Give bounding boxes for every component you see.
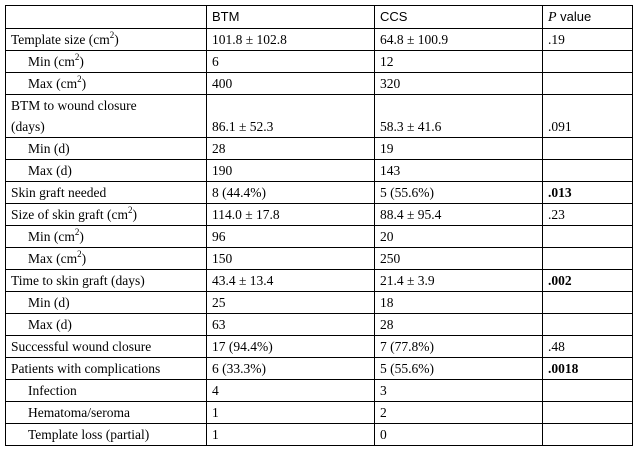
cell-ccs: 5 (55.6%): [375, 358, 543, 380]
cell-p-value: [543, 160, 633, 182]
row-label-end: ): [79, 229, 84, 244]
table-row: [6, 336, 633, 358]
row-label-end: ): [81, 76, 87, 91]
header-cell-p-value: [543, 6, 633, 29]
row-label-text: Template loss (partial): [28, 427, 150, 442]
table-row: [6, 270, 633, 292]
cell-p-value: [543, 292, 633, 314]
cell-p-value: [543, 314, 633, 336]
row-label-text: Max (d): [28, 317, 72, 332]
cell-p-value: [543, 138, 633, 160]
row-label: [6, 336, 207, 358]
table-row: [6, 314, 633, 336]
row-label-text: Skin graft needed: [11, 185, 107, 200]
cell-ccs: 0: [375, 424, 543, 446]
header-cell-label: [6, 6, 207, 29]
table-row: [6, 358, 633, 380]
cell-p-value: [543, 226, 633, 248]
cell-btm: 86.1 ± 52.3: [207, 95, 375, 138]
cell-ccs: 7 (77.8%): [375, 336, 543, 358]
row-label: [6, 380, 207, 402]
cell-ccs: 64.8 ± 100.9: [375, 29, 543, 51]
row-label-text: Min (cm: [28, 54, 75, 69]
row-label-text: Min (d): [28, 295, 70, 310]
cell-p-value: .48: [543, 336, 633, 358]
table-row: [6, 95, 633, 138]
row-label-text: Min (cm: [28, 229, 75, 244]
cell-btm: 114.0 ± 17.8: [207, 204, 375, 226]
cell-ccs: 21.4 ± 3.9: [375, 270, 543, 292]
row-label-text: Successful wound closure: [11, 339, 152, 354]
superscript: 2: [127, 204, 133, 215]
cell-btm: 1: [207, 424, 375, 446]
row-label: [6, 29, 207, 51]
superscript: 2: [109, 29, 115, 40]
cell-btm: 150: [207, 248, 375, 270]
cell-p-value: [543, 402, 633, 424]
row-label: [6, 270, 207, 292]
row-label: [6, 358, 207, 380]
cell-btm: 4: [207, 380, 375, 402]
row-label: [6, 424, 207, 446]
row-label-text: Time to skin graft (days): [11, 273, 145, 288]
results-table: [5, 5, 633, 446]
cell-btm: 25: [207, 292, 375, 314]
row-label: [6, 160, 207, 182]
row-label-text: Min (d): [28, 141, 70, 156]
table-row: [6, 160, 633, 182]
cell-ccs: 58.3 ± 41.6: [375, 95, 543, 138]
cell-ccs: 12: [375, 51, 543, 73]
cell-btm: 400: [207, 73, 375, 95]
cell-btm: 6: [207, 51, 375, 73]
header-cell-btm: BTM: [207, 6, 375, 29]
row-label-text: Max (cm: [28, 251, 78, 266]
row-label-text: Infection: [28, 383, 77, 398]
row-label: [6, 51, 207, 73]
cell-p-value: .0018: [543, 358, 633, 380]
table-row: [6, 424, 633, 446]
p-italic: P: [548, 10, 557, 25]
table-row: [6, 226, 633, 248]
row-label-text: Template size (cm: [11, 32, 110, 47]
table-row: [6, 380, 633, 402]
table-row: [6, 182, 633, 204]
cell-p-value: .19: [543, 29, 633, 51]
table-row: [6, 402, 633, 424]
row-label: [6, 182, 207, 204]
superscript: 2: [77, 248, 82, 259]
row-label: [6, 73, 207, 95]
p-value-suffix: value: [556, 9, 592, 24]
cell-ccs: 19: [375, 138, 543, 160]
cell-ccs: 18: [375, 292, 543, 314]
row-label-text: Patients with complications: [11, 361, 161, 376]
row-label-end: ): [81, 251, 87, 266]
cell-btm: 17 (94.4%): [207, 336, 375, 358]
header-cell-ccs: CCS: [375, 6, 543, 29]
row-label-text: Hematoma/seroma: [28, 405, 130, 420]
table-row: [6, 51, 633, 73]
row-label: [6, 226, 207, 248]
table-row: [6, 138, 633, 160]
row-label-end: ): [114, 32, 119, 47]
table-row: [6, 29, 633, 51]
cell-ccs: 143: [375, 160, 543, 182]
table-row: [6, 292, 633, 314]
cell-p-value: .002: [543, 270, 633, 292]
cell-ccs: 5 (55.6%): [375, 182, 543, 204]
cell-btm: 43.4 ± 13.4: [207, 270, 375, 292]
row-label-text: Size of skin graft (cm: [11, 207, 128, 222]
cell-ccs: 88.4 ± 95.4: [375, 204, 543, 226]
cell-ccs: 2: [375, 402, 543, 424]
cell-btm: 28: [207, 138, 375, 160]
cell-ccs: 320: [375, 73, 543, 95]
cell-ccs: 28: [375, 314, 543, 336]
row-label: [6, 95, 207, 138]
superscript: 2: [77, 73, 82, 84]
row-label: [6, 248, 207, 270]
cell-btm: 63: [207, 314, 375, 336]
cell-btm: 101.8 ± 102.8: [207, 29, 375, 51]
table-row: [6, 248, 633, 270]
cell-p-value: [543, 380, 633, 402]
cell-ccs: 20: [375, 226, 543, 248]
row-label: [6, 292, 207, 314]
header-row: [6, 6, 633, 29]
cell-p-value: .013: [543, 182, 633, 204]
cell-btm: 1: [207, 402, 375, 424]
row-label: [6, 314, 207, 336]
superscript: 2: [74, 51, 80, 62]
cell-ccs: 250: [375, 248, 543, 270]
cell-ccs: 3: [375, 380, 543, 402]
superscript: 2: [74, 226, 80, 237]
cell-p-value: [543, 51, 633, 73]
row-label-line2: (days): [11, 119, 45, 134]
row-label-end: ): [132, 207, 137, 222]
cell-btm: 8 (44.4%): [207, 182, 375, 204]
cell-btm: 96: [207, 226, 375, 248]
row-label: [6, 402, 207, 424]
row-label: [6, 204, 207, 226]
row-label-text: Max (d): [28, 163, 72, 178]
cell-btm: 190: [207, 160, 375, 182]
cell-p-value: [543, 248, 633, 270]
cell-p-value: .091: [543, 95, 633, 138]
cell-p-value: [543, 73, 633, 95]
cell-btm: 6 (33.3%): [207, 358, 375, 380]
row-label: [6, 138, 207, 160]
cell-p-value: [543, 424, 633, 446]
table-row: [6, 204, 633, 226]
row-label-end: ): [79, 54, 84, 69]
table-row: [6, 73, 633, 95]
cell-p-value: .23: [543, 204, 633, 226]
row-label-text: BTM to wound closure: [11, 98, 137, 113]
table-body: [6, 29, 633, 446]
row-label-text: Max (cm: [28, 76, 78, 91]
